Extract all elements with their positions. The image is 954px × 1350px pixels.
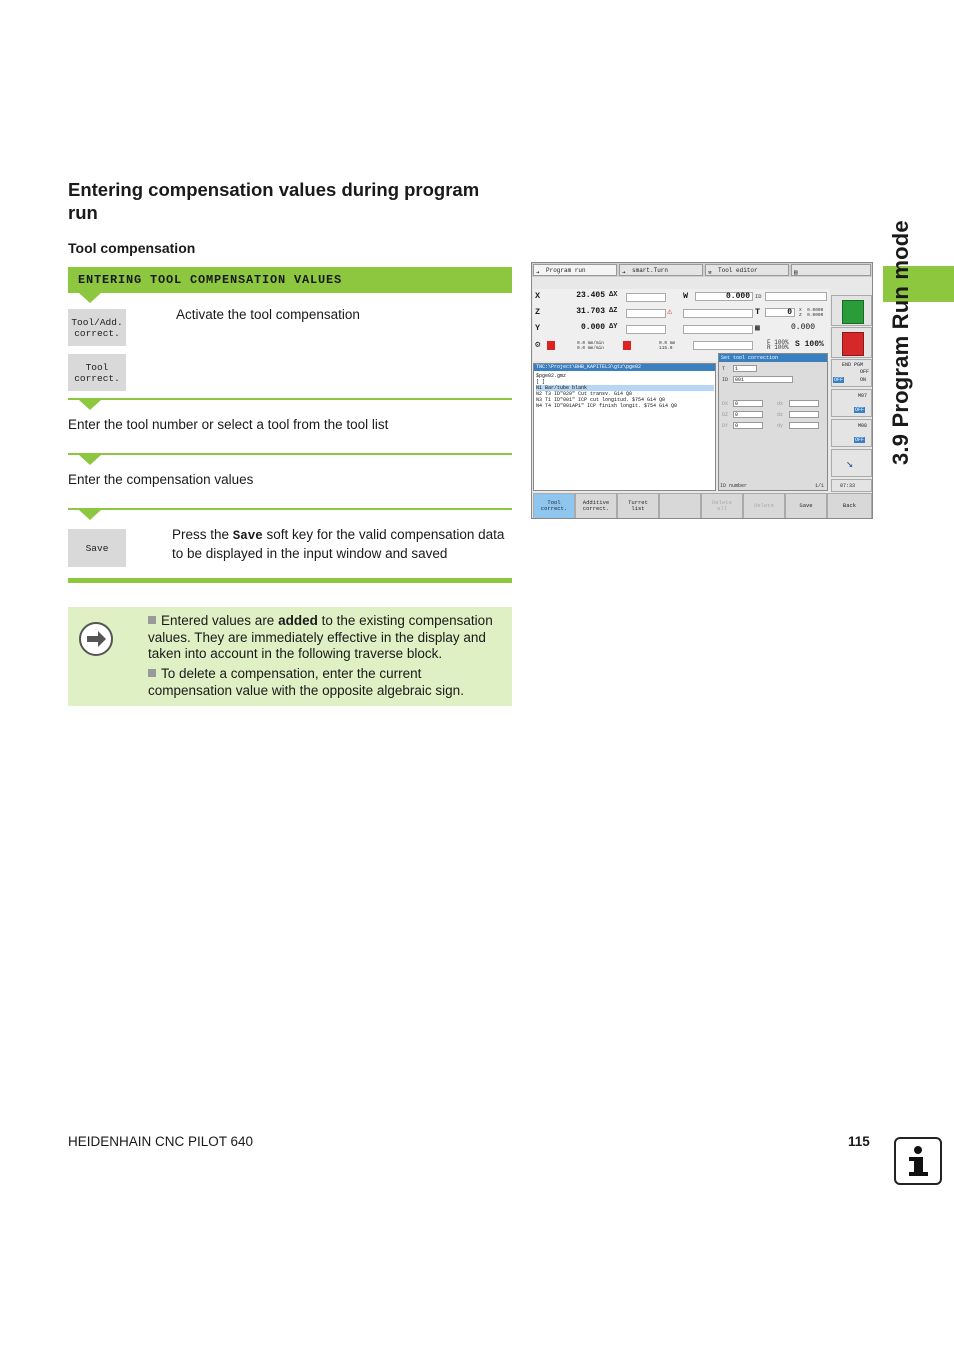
step-enter-tool-text: Enter the tool number or select a tool from the tool list [68,417,389,432]
z-value: 31.703 [576,307,605,316]
f-label: F [767,339,771,346]
m07-label: M07 [858,393,868,399]
t-label: T [722,366,726,372]
softkey-label: Delete all [712,498,732,512]
page-number: 115 [848,1134,870,1149]
tab-label: Tool editor [718,267,758,274]
position-display: X 23.405 ΔX Z 31.703 ΔZ Y 0.000 ΔY W 0.000 ID ⚠ T 0 X 0.0000 Z 0.0000 ▦ 0.000 ⚙ 0.0 mm/min 0.0 mm/min 0.0 mm 115.0 F 100% R 100% S 100% [533,289,830,361]
y-value: 0.000 [580,323,605,332]
tab-file[interactable] [791,264,871,276]
end-pgm-on: ON [860,377,867,383]
step-save-post: soft key for the valid compensation data to be displayed in the input window and saved [172,527,505,561]
cycle-stop-icon [842,332,864,356]
r-label: R [767,344,771,351]
step-separator [68,508,512,510]
dz-input[interactable]: 0 [733,411,763,418]
set-tool-correction-dialog [718,353,828,491]
dz-label: ΔZ [609,307,618,315]
id-input[interactable]: 001 [733,376,793,383]
note-text: to the existing compensation values. They are immediately effective in the display and taken into account in the following traverse block. [148,613,493,661]
procedure-title: ENTERING TOOL COMPENSATION VALUES [78,273,343,287]
end-pgm-off-active: OFF [834,377,844,383]
s-label: S [795,340,800,349]
m08-label: M08 [858,423,868,429]
info-icon [894,1137,942,1185]
additive-correct-hsoftkey[interactable] [575,493,617,519]
note-box [68,607,512,706]
tab-smart-turn[interactable] [619,264,703,276]
id-label: ID [755,293,762,300]
save-hsoftkey[interactable] [785,493,827,519]
m08-off: OFF [855,437,865,443]
note-item [148,613,508,663]
program-window [533,363,716,491]
section-heading: Entering compensation values during program run [68,179,480,223]
dialog-title: Set tool correction [719,354,827,362]
note-text: Entered values are [161,613,279,628]
w-axis-label: W [683,291,689,301]
step-enter-comp-text: Enter the compensation values [68,472,254,487]
dy-label: ΔY [609,323,618,331]
note-bold: added [278,613,318,628]
spindle-field [683,309,753,318]
cycle-start-softkey[interactable] [831,295,872,326]
program-path: TNC:\Project\BHB_KAPITEL3\gtz\pge02 [534,364,715,371]
dx-label: DX [722,401,729,407]
m08-softkey[interactable] [831,419,872,447]
note-text: To delete a compensation, enter the current compensation value with the opposite algebraic sign. [148,666,464,698]
dz-field [626,309,666,318]
save-softkey[interactable]: Save [68,529,126,567]
tool-correct-hsoftkey[interactable] [533,493,575,519]
dx-small-label: dx [777,401,784,407]
disk-icon: ▤ [794,269,798,276]
clock-display [831,479,872,492]
dz-label: DZ [722,412,729,418]
x-axis-label: X [535,291,541,301]
y-axis-label: Y [535,323,541,333]
r-pct: 100% [774,344,789,351]
wrench-icon: ⚒ [708,269,712,276]
t-value: 0 [765,308,795,317]
dialog-page: 1/1 [815,483,825,489]
machine-icon: ⚙ [535,340,541,350]
end-pgm-softkey[interactable] [831,359,872,387]
id-label: ID [722,377,729,383]
dx-field [626,293,666,302]
step-separator [68,398,512,400]
note-item [148,666,508,699]
aux-field [683,325,753,334]
tool-add-correct-softkey[interactable]: Tool/Add. correct. [68,309,126,346]
arrow-right-icon: ➔ [536,269,540,276]
softkey-label: Back [842,501,857,509]
softkey-label: Delete [754,501,774,509]
screenshot-tab-bar [532,263,872,277]
cnc-screenshot [531,262,873,519]
turret-icon: ▦ [755,324,760,333]
id-field [765,292,827,301]
step-activate-text: Activate the tool compensation [176,307,360,322]
chapter-title: 3.9 Program Run mode [888,220,913,465]
dx-label: ΔX [609,291,618,299]
tab-label: Program run [546,267,586,274]
end-pgm-off: OFF [860,369,870,375]
dy-small-input[interactable] [789,422,819,429]
s-pct: 100% [804,340,824,349]
end-pgm-label: END PGM [842,362,864,368]
step-arrow [79,510,101,520]
tab-label: smart.Turn [632,267,669,274]
dialog-status-label: ID number [720,483,748,489]
jog-softkey[interactable] [831,449,872,477]
tab-program-run[interactable] [533,264,617,276]
step-save-text [172,526,508,562]
tab-tool-editor[interactable] [705,264,789,276]
program-line-selected[interactable]: N1 Bar/tube blank [536,385,714,391]
dx-input[interactable]: 0 [733,400,763,407]
softkey-label: Turret list [628,498,648,512]
m07-softkey[interactable] [831,389,872,417]
softkey-label: Save [799,501,813,509]
step-arrow [79,455,101,465]
z-axis-label: Z [535,307,541,317]
procedure-bar [68,267,512,293]
bullet-icon [148,616,156,624]
step-arrow [79,293,101,303]
program-line[interactable]: $pge02.gmz [536,373,567,379]
program-line[interactable]: N3 T1 ID"001" ICP cut longitud. $754 G14 Q0 [536,397,666,403]
softkey-label: Additive correct. [582,498,610,512]
tool-correct-softkey[interactable]: Tool correct. [68,354,126,391]
empty-hsoftkey[interactable] [659,493,701,519]
x-value: 23.405 [576,291,605,300]
t-input[interactable]: 1 [733,365,757,372]
dy-small-label: dy [777,423,784,429]
turret-list-hsoftkey[interactable] [617,493,659,519]
t-label: T [755,307,761,317]
bullet-icon [148,669,156,677]
s-override [795,340,824,349]
diagonal-arrow-icon: ↘ [846,457,854,471]
footer-manual-title: HEIDENHAIN CNC PILOT 640 [68,1134,254,1149]
stop-indicator [623,341,631,350]
step-separator [68,453,512,455]
delete-hsoftkey[interactable] [743,493,785,519]
dy-field [626,325,666,334]
extra-value: 0.000 [790,323,815,332]
spindle-icon: ⚠ [667,307,673,317]
dx-small-input[interactable] [789,400,819,407]
subsection-heading: Tool compensation [68,240,196,256]
f-pct: 100% [774,339,789,346]
delete-all-hsoftkey[interactable] [701,493,743,519]
dy-input[interactable]: 0 [733,422,763,429]
dz-small-input[interactable] [789,411,819,418]
step-save-key: Save [232,529,263,543]
procedure-end-bar [68,578,512,583]
clock-time: 07:33 [840,483,856,489]
m07-off: OFF [855,407,865,413]
override-bar [693,341,753,350]
program-line[interactable]: N4 T4 ID"001AP1" ICP finish longit. $754 G14 Q0 [536,403,678,409]
program-line[interactable]: [ ] [536,379,546,385]
arrow-right-icon [79,622,113,656]
softkey-label: Tool correct. [540,498,568,512]
arrow-right-icon: ➔ [622,269,626,276]
dz-small-label: dz [777,412,784,418]
back-hsoftkey[interactable] [827,493,872,519]
step-arrow [79,400,101,410]
step-save-pre: Press the [172,527,233,542]
cycle-start-icon [842,300,864,324]
w-value: 0.000 [695,292,753,301]
program-line[interactable]: N2 T3 ID"020" Cut transv. G14 Q0 [536,391,633,397]
stop-indicator [547,341,555,350]
dy-label: DY [722,423,729,429]
cycle-stop-softkey[interactable] [831,327,872,358]
